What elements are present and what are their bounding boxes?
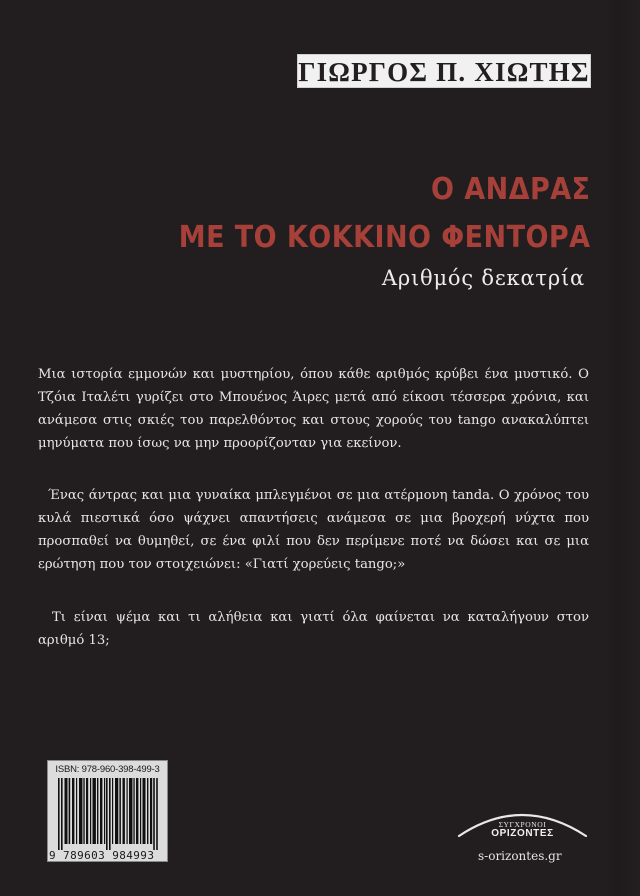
blurb-paragraph-2: Ένας άντρας και μια γυναίκα μπλεγμένοι σε μια ατέρμονη tanda. Ο χρόνος του κυλά πιεστικά όσο ψάχνει απαντήσεις ανάμεσα σε μια βροχερή νύχτα που προσπαθεί να θυμηθεί, σε ένα φιλί που δεν περίμενε ποτέ να δώσει και σε μια ερώτηση που τον στοιχειώνει: «Γιατί χορεύεις tango;» [38,488,589,572]
blurb-paragraph-1: Μια ιστορία εμμονών και μυστηρίου, όπου κάθε αριθμός κρύβει ένα μυστικό. Ο Τζόια Ιταλέτι γυρίζει στο Μπουένος Άιρες μετά από είκοσι τέσσερα χρόνια, και ανάμεσα στις σκιές του παρελθόντος και στους χορούς του tango ανακαλύπτει μηνύματα που ίσως να μην προορίζονταν για εκείνον. [38,367,589,451]
book-title-line-1: Ο ΑΝΔΡΑΣ [430,172,590,207]
author-name-box [297,54,591,88]
barcode-bars-icon [58,778,158,850]
blurb-text [38,363,589,652]
book-title-line-2: ΜΕ ΤΟ ΚΟΚΚΙΝΟ ΦΕΝΤΟΡΑ [178,220,590,255]
book-subtitle: Αριθμός δεκατρία [381,266,585,290]
publisher-logo-line-1: ΣΥΓΧΡΟΝΟΙ [498,820,547,829]
isbn-label: ISBN: 978-960-398-499-3 [55,764,160,775]
publisher-logo [455,800,590,840]
isbn-barcode [47,760,168,862]
ean-digits: 9 789603 984993 [49,849,155,862]
spine-edge-shade [604,0,640,896]
blurb-paragraph-3: Τι είναι ψέμα και τι αλήθεια και γιατί όλα φαίνεται να καταλήγουν στον αριθμό 13; [38,610,589,648]
publisher-url: s-orizontes.gr [478,849,562,863]
publisher-logo-line-2: ΟΡΙΖΟΝΤΕΣ [491,828,554,839]
author-name: ΓΙΩΡΓΟΣ Π. ΧΙΩΤΗΣ [298,56,590,87]
book-title [178,166,590,262]
